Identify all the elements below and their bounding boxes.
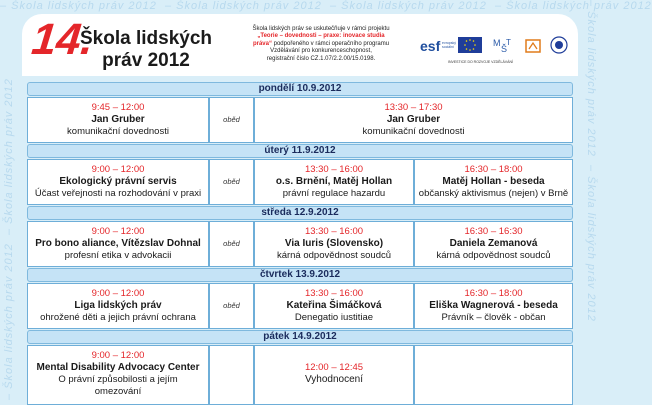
sponsor-logos: [420, 36, 570, 76]
day-header: středa 12.9.2012: [27, 206, 573, 220]
svg-text:Š: Š: [501, 44, 508, 54]
svg-text:evropský: evropský: [442, 41, 457, 45]
session-cell: 9:00 – 12:00 Mental Disability Advocacy Center O právní způsobilosti a jejím omezování: [27, 345, 209, 405]
session-cell: 13:30 – 16:00 Kateřina Šimáčková Denegatio iustitiae: [254, 283, 414, 329]
page-title: Škola lidských práv 2012: [80, 28, 213, 71]
svg-text:T: T: [506, 38, 511, 47]
lunch-cell: oběd: [209, 221, 254, 267]
op-logo: [524, 38, 544, 54]
session-cell: 9:00 – 12:00 Ekologický právní servis Účast veřejnosti na rozhodování v praxi: [27, 159, 209, 205]
session-cell: 9:00 – 12:00 Pro bono aliance, Vítězslav Dohnal profesní etika v advokacii: [27, 221, 209, 267]
msmt-logo: [492, 36, 514, 56]
day-header: pondělí 10.9.2012: [27, 82, 573, 96]
eu-flag-logo: [458, 37, 482, 53]
session-cell: 9:00 – 12:00 Liga lidských práv ohrožené děti a jejich právní ochrana: [27, 283, 209, 329]
logo-caption: INVESTICE DO ROZVOJE VZDĚLÁVÁNÍ: [448, 60, 513, 64]
project-info: Škola lidských práv se uskutečňuje v rámci projektu „Teorie – dovednosti – praxe: inovace studia práva“ podpořeného v rámci operačního programu Vzdělávání pro konkurenceschopnost, registrační číslo CZ.1.07/2.2.00/15.0198.: [252, 26, 390, 62]
lunch-cell: oběd: [209, 159, 254, 205]
day-header: pátek 14.9.2012: [27, 330, 573, 344]
session-cell: 13:30 – 16:00 o.s. Brnění, Matěj Hollan právní regulace hazardu: [254, 159, 414, 205]
session-cell: 13:30 – 17:30 Jan Gruber komunikační dovednosti: [254, 97, 573, 143]
svg-text:sociální: sociální: [442, 45, 454, 49]
empty-cell: [209, 345, 254, 405]
session-cell: 12:00 – 12:45 Vyhodnocení: [254, 345, 414, 405]
esf-logo: [420, 36, 457, 56]
session-cell: 9:45 – 12:00 Jan Gruber komunikační dovednosti: [27, 97, 209, 143]
svg-text:M: M: [493, 38, 501, 48]
lunch-cell: oběd: [209, 283, 254, 329]
watermark-text-left: – Škola lidských práv 2012 – Škola lidských práv 2012: [3, 78, 15, 400]
empty-cell: [414, 345, 573, 405]
day-header: čtvrtek 13.9.2012: [27, 268, 573, 282]
session-cell: 16:30 – 18:00 Eliška Wagnerová - beseda Právník – člověk - občan: [414, 283, 573, 329]
watermark-text-right: – Škola lidských práv 2012 – Škola lidských práv 2012: [585, 0, 597, 322]
header: [22, 14, 578, 76]
edition-number: 14.: [29, 15, 96, 64]
session-cell: 13:30 – 16:00 Via Iuris (Slovensko) kárná odpovědnost soudců: [254, 221, 414, 267]
lunch-cell: oběd: [209, 97, 254, 143]
watermark-text-top: – Škola lidských práv 2012 – Škola lidských práv 2012 – Škola lidských práv 2012 – Škola lidských práv 2012: [0, 0, 652, 12]
session-cell: 16:30 – 18:00 Matěj Hollan - beseda občanský aktivismus (nejen) v Brně: [414, 159, 573, 205]
svg-text:esf: esf: [420, 38, 441, 54]
university-seal-logo: [550, 36, 568, 54]
day-header: úterý 11.9.2012: [27, 144, 573, 158]
session-cell: 16:30 – 16:30 Daniela Zemanová kárná odpovědnost soudců: [414, 221, 573, 267]
schedule: [22, 76, 578, 400]
